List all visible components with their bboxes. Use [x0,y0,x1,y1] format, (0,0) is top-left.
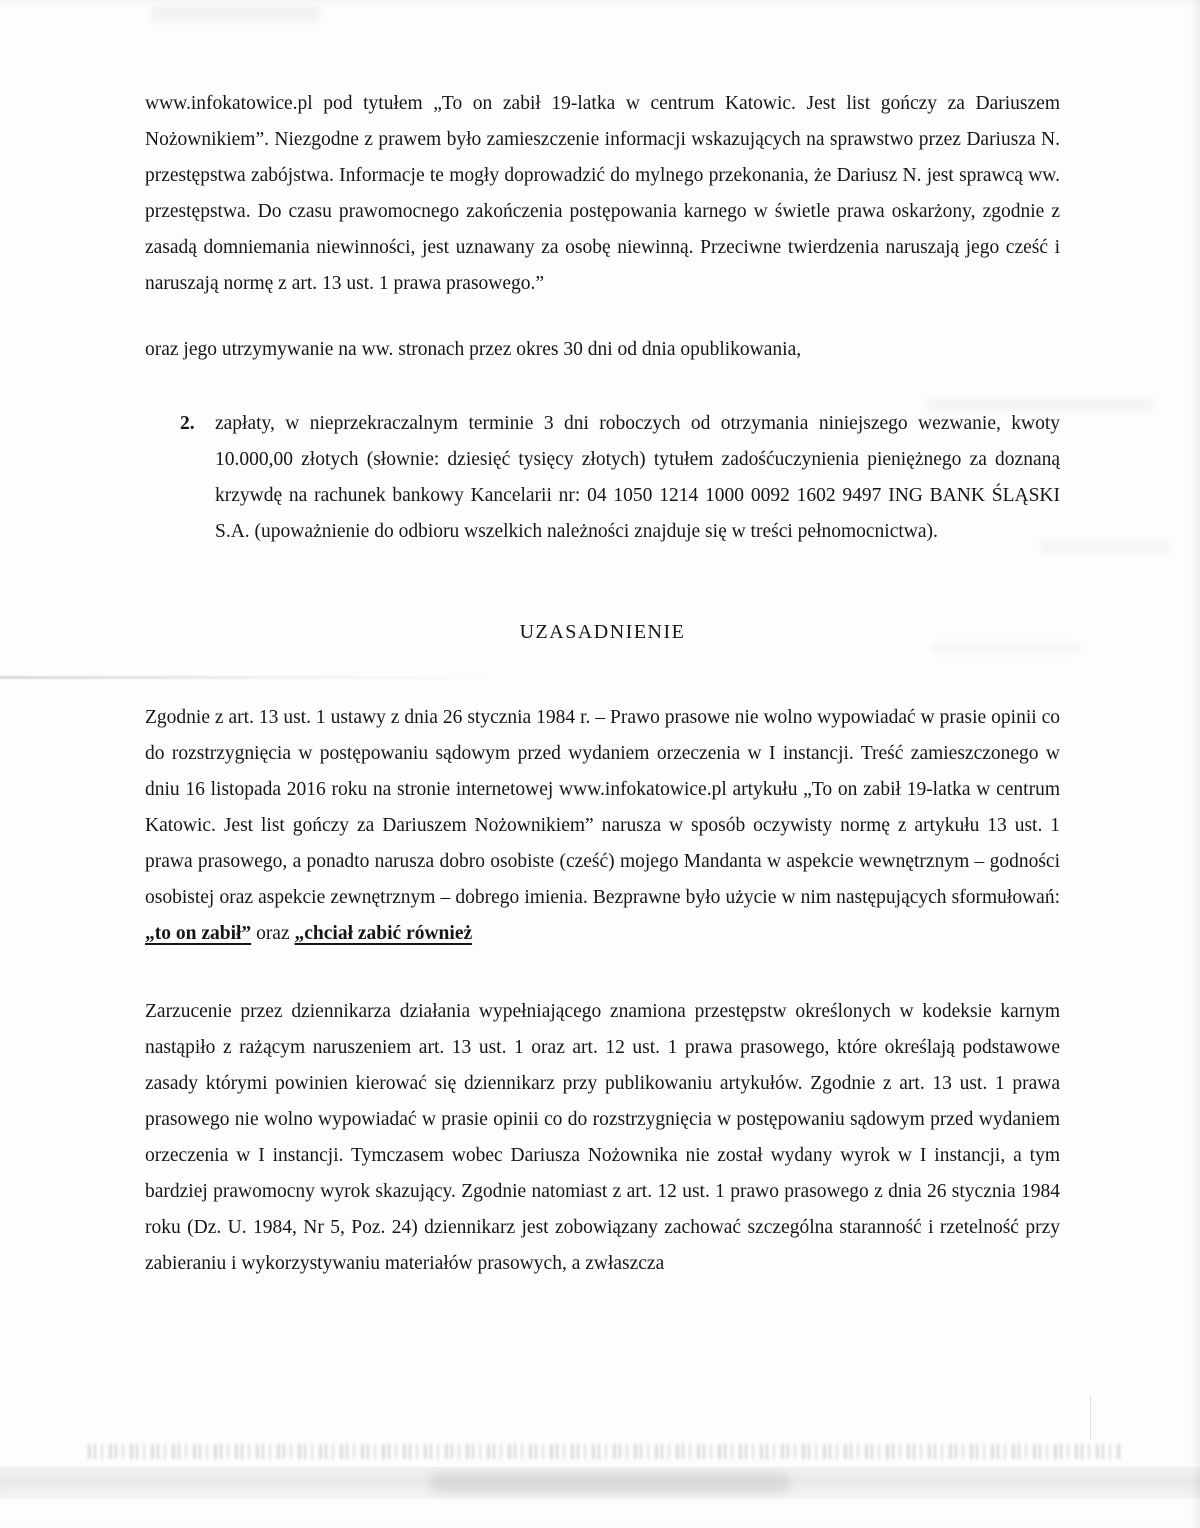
scan-shadow-blob [430,1472,790,1494]
list-item-number: 2. [180,413,195,434]
paragraph-justification-1 [145,700,1060,952]
scan-fold-line [1090,1395,1091,1440]
quoted-phrase-chcial-zabic: „chciał zabić również [294,923,473,944]
paragraph-demand-quote: www.infokatowice.pl pod tytułem „To on zabił 19-latka w centrum Katowic. Jest list gończy za Dariuszem Nożownikiem”. Niezgodne z prawem było zamieszczenie informacji wskazujących na sprawstwo przez Dariusza N. przestępstwa zabójstwa. Informacje te mogły doprowadzić do mylnego przekonania, że Dariusz N. jest sprawcą ww. przestępstwa. Do czasu prawomocnego zakończenia postępowania karnego w świetle prawa oskarżony, zgodnie z zasadą domniemania niewinności, jest uznawany za osobę niewinną. Przeciwne twierdzenia naruszają jego cześć i naruszają normę z art. 13 ust. 1 prawa prasowego.” [145,93,1060,294]
justification-text: Zgodnie z art. 13 ust. 1 ustawy z dnia 26 stycznia 1984 r. – Prawo prasowe nie wolno wypowiadać w prasie opinii co do rozstrzygnięcia w postępowaniu sądowym przed wydaniem orzeczenia w I instancji. Treść zamieszczonego w dniu 16 listopada 2016 roku na stronie internetowej www.infokatowice.pl artykułu „To on zabił 19-latka w centrum Katowic. Jest list gończy za Dariuszem Nożownikiem” narusza w sposób oczywisty normę z artykułu 13 ust. 1 prawa prasowego, a ponadto narusza dobro osobiste (cześć) mojego Mandanta w aspekcie wewnętrznym – godności osobistej oraz aspekcie zewnętrznym – dobrego imienia. Bezprawne było użycie w nim następujących sformułowań: [145,707,1060,908]
connector-text: oraz [251,923,295,944]
paragraph-justification-2: Zarzucenie przez dziennikarza działania wypełniającego znamiona przestępstw określonych w kodeksie karnym nastąpiło z rażącym naruszeniem art. 13 ust. 1 oraz art. 12 ust. 1 prawa prasowego, które określają podstawowe zasady którymi powinien kierować się dziennikarz przy publikowaniu artykułów. Zgodnie z art. 13 ust. 1 prawa prasowego nie wolno wypowiadać w prasie opinii co do rozstrzygnięcia w postępowaniu sądowym przed wydaniem orzeczenia w I instancji. Tymczasem wobec Dariusza Nożownika nie został wydany wyrok w I instancji, a tym bardziej prawomocny wyrok skazujący. Zgodnie natomiast z art. 12 ust. 1 prawo prasowego z dnia 26 stycznia 1984 roku (Dz. U. 1984, Nr 5, Poz. 24) dziennikarz jest zobowiązany zachować szczególna staranność i rzetelność przy zabieraniu i wykorzystywaniu materiałów prasowych, a zwłaszcza [145,1001,1060,1274]
numbered-list-item-2 [145,406,1060,550]
scan-smudge-artifact [150,6,320,22]
document-body [145,86,1060,1282]
bleedthrough-mirrored-text-artifact [88,1444,1123,1459]
quoted-phrase-to-on-zabil: „to on zabił” [145,923,252,944]
section-heading-uzasadnienie: UZASADNIENIE [519,621,686,643]
list-item-payment-demand: zapłaty, w nieprzekraczalnym terminie 3 dni roboczych od otrzymania niniejszego wezwanie, kwoty 10.000,00 złotych (słownie: dziesięć tysięcy złotych) tytułem zadośćuczynienia pieniężnego za doznaną krzywdę na rachunek bankowy Kancelarii nr: 04 1050 1214 1000 0092 1602 9497 ING BANK ŚLĄSKI S.A. (upoważnienie do odbioru wszelkich należności znajduje się w treści pełnomocnictwa). [215,413,1060,542]
paragraph-publication-duration: oraz jego utrzymywanie na ww. stronach przez okres 30 dni od dnia opublikowania, [145,339,802,360]
